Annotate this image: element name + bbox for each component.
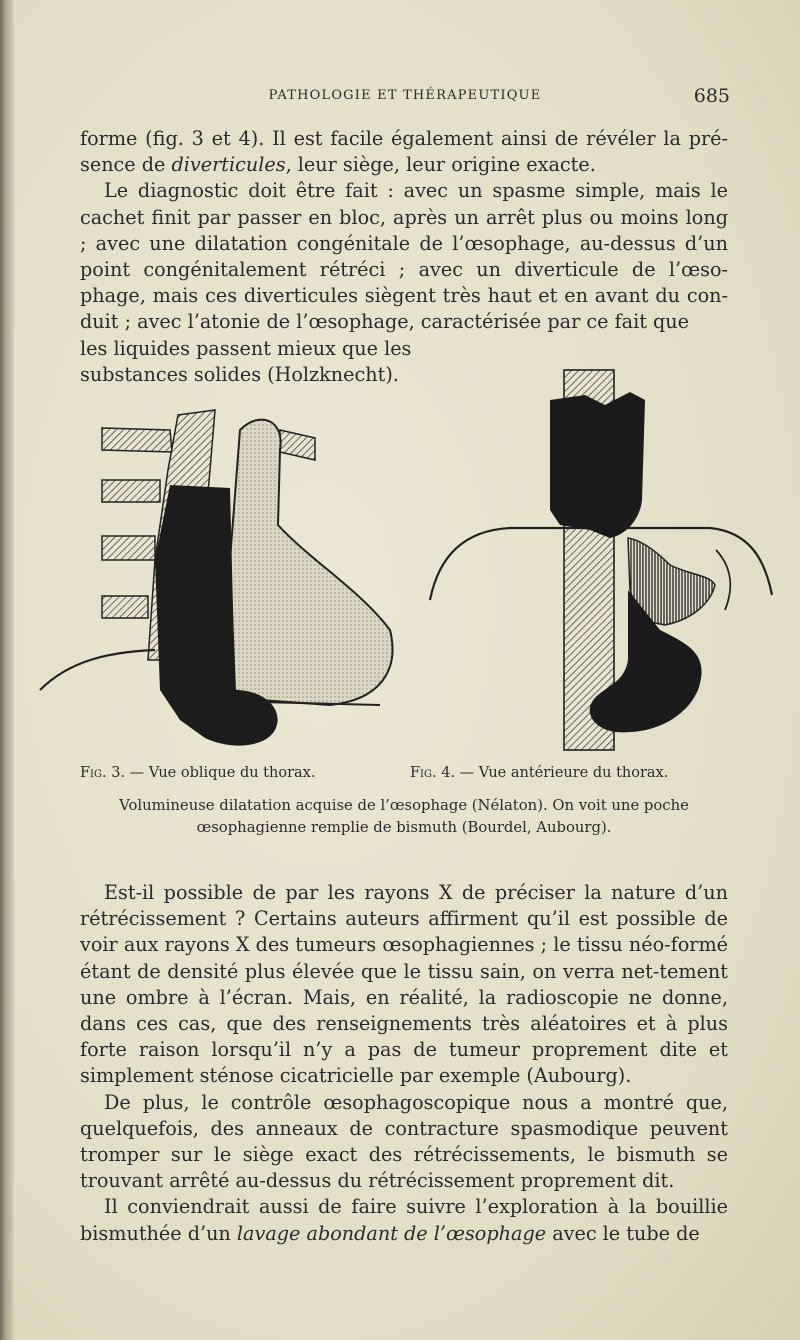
- figure-4-anterior-thorax: [430, 370, 772, 750]
- paragraph-1-text-a: forme (fig. 3 et 4). Il est facile également ainsi de révéler la pré-sence de: [80, 127, 728, 177]
- fig3-dilated-pouch: [230, 420, 393, 705]
- running-head: [80, 85, 730, 109]
- paragraph-5-text-b: avec le tube de: [546, 1221, 700, 1245]
- figure-3-oblique-thorax: [40, 410, 393, 746]
- paragraph-1: [80, 126, 728, 178]
- paragraph-3: Est-il possible de par les rayons X de préciser la nature d’un rétrécissement ? Certains auteurs affirment qu’il est possible de voir aux rayons X des tumeurs œsophagiennes ; le tissu néo-formé étant de densité plus élevée que le tissu sain, on verra net-tement une ombre à l’écran. Mais, en réalité, la radioscopie ne donne, dans ces cas, que des renseignements très aléatoires et à plus forte raison lorsqu’il n’y a pas de tumeur proprement dite et simplement sténose cicatricielle par exemple (Aubourg).: [80, 881, 728, 1088]
- page-gutter-shadow: [0, 0, 14, 1340]
- bottom-text-block: [80, 880, 728, 1247]
- fig4-upper-bismuth-mass: [550, 392, 645, 538]
- figure-captions: [80, 765, 728, 787]
- figure-4-caption: [410, 765, 668, 781]
- shared-figure-caption: Volumineuse dilatation acquise de l’œsophage (Nélaton). On voit une poche œsophagienne remplie de bismuth (Bourdel, Aubourg).: [119, 797, 689, 836]
- paragraph-2: Le diagnostic doit être fait : avec un spasme simple, mais le cachet finit par passer en bloc, après un arrêt plus ou moins long ; avec une dilatation congénitale de l’œsophage, au-dessus d’un point congénitalement rétréci ; avec un diverticule de l’œso-phage, mais ces diverticules siègent très haut et en avant du con-duit ; avec l’atonie de l’œsophage, caractérisée par ce fait que: [80, 179, 728, 334]
- paragraph-2-line-b: substances solides (Holzknecht).: [80, 362, 399, 386]
- paragraph-2-line-a: les liquides passent mieux que les: [80, 336, 412, 360]
- paragraph-1-text-b: , leur siège, leur origine exacte.: [285, 153, 596, 177]
- paragraph-1-emphasis: diverticules: [171, 153, 286, 177]
- fig4-outline-right: [716, 550, 730, 610]
- figure-3-label: Fig. 3.: [80, 765, 126, 781]
- paragraph-4: De plus, le contrôle œsophagoscopique nous a montré que, quelquefois, des anneaux de contracture spasmodique peuvent tromper sur le siège exact des rétrécissements, le bismuth se trouvant arrêté au-dessus du rétrécissement proprement dit.: [80, 1090, 728, 1193]
- paragraph-5: [80, 1194, 728, 1246]
- figure-4-caption-text: — Vue antérieure du thorax.: [455, 765, 669, 781]
- paragraph-5-text-a: Il conviendrait aussi de faire suivre l’exploration à la bouillie bismuthée d’un: [80, 1195, 728, 1245]
- paragraph-5-emphasis: lavage abondant de l’œsophage: [236, 1221, 547, 1245]
- figure-4-label: Fig. 4.: [410, 765, 456, 781]
- top-text-block: [80, 126, 728, 388]
- figure-3-caption-text: — Vue oblique du thorax.: [125, 765, 316, 781]
- page-number: 685: [693, 85, 730, 107]
- figures-illustration: [30, 360, 790, 760]
- running-title: PATHOLOGIE ET THÉRAPEUTIQUE: [268, 88, 542, 103]
- fig3-outline-curve: [40, 650, 155, 690]
- figure-3-caption: [80, 765, 315, 781]
